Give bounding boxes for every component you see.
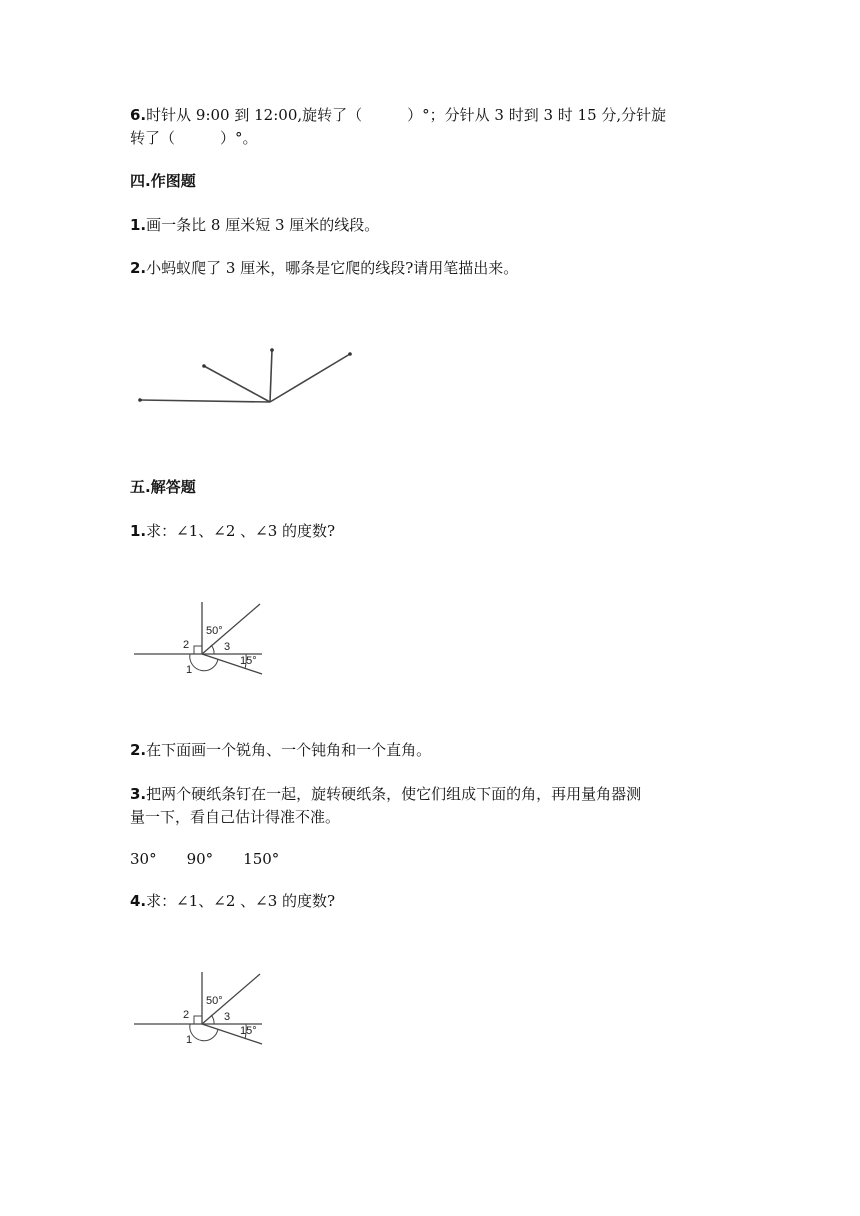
label-2: 2: [183, 639, 190, 651]
s5-item3-text-line2: 量一下，看自己估计得准不准。: [130, 808, 341, 826]
label-1-2: 1: [186, 1034, 193, 1046]
angle-figure-1: [134, 598, 274, 678]
s5-item1-text: 求：∠1、∠2 、∠3 的度数?: [146, 522, 336, 540]
s4-item1-number: 1.: [130, 216, 147, 234]
q6-text-line2: 转了（ ）°。: [130, 129, 258, 147]
s4-item2-number: 2.: [130, 259, 147, 277]
s5-item4-number: 4.: [130, 892, 147, 910]
label-15-2: 15°: [240, 1025, 257, 1037]
label-15: 15°: [240, 655, 257, 667]
s5-item4-text: 求：∠1、∠2 、∠3 的度数?: [146, 892, 336, 910]
angles-list: 30° 90° 150°: [130, 850, 280, 868]
segment-vertical: [270, 350, 272, 402]
label-1: 1: [186, 664, 193, 676]
s5-item3-line1: [130, 783, 641, 805]
s4-item2: [130, 257, 518, 279]
segment-left-long: [140, 400, 270, 402]
label-2-2: 2: [183, 1009, 190, 1021]
s4-item2-text: 小蚂蚁爬了 3 厘米，哪条是它爬的线段?请用笔描出来。: [146, 259, 519, 277]
s5-item3-line2: [130, 806, 340, 828]
label-3: 3: [224, 641, 231, 653]
s5-item1: [130, 520, 335, 542]
segment-right: [270, 354, 350, 402]
q6-text-line1: 时针从 9:00 到 12:00,旋转了（ ）°；分针从 3 时到 3 时 15 分,分针旋: [146, 106, 667, 124]
q6-number: 6.: [130, 106, 147, 124]
angle-figure-2: [134, 968, 274, 1048]
label-50-2: 50°: [206, 995, 223, 1007]
s5-item1-number: 1.: [130, 522, 147, 540]
s5-item3-text-line1: 把两个硬纸条钉在一起，旋转硬纸条，使它们组成下面的角，再用量角器测: [146, 785, 642, 803]
s5-item2-number: 2.: [130, 741, 147, 759]
section5-title: 五.解答题: [130, 478, 196, 496]
s4-item1: [130, 214, 379, 236]
segments-figure: [130, 340, 370, 420]
s4-item1-text: 画一条比 8 厘米短 3 厘米的线段。: [146, 216, 380, 234]
label-50: 50°: [206, 625, 223, 637]
segment-left-short: [204, 366, 270, 402]
s5-item3-number: 3.: [130, 785, 147, 803]
section4-title: 四.作图题: [130, 172, 196, 190]
q6-line2: [130, 127, 258, 149]
s5-item2: [130, 739, 431, 761]
label-3-2: 3: [224, 1011, 231, 1023]
s5-item4: [130, 890, 335, 912]
q6-line1: [130, 104, 666, 126]
s5-item2-text: 在下面画一个锐角、一个钝角和一个直角。: [146, 741, 432, 759]
